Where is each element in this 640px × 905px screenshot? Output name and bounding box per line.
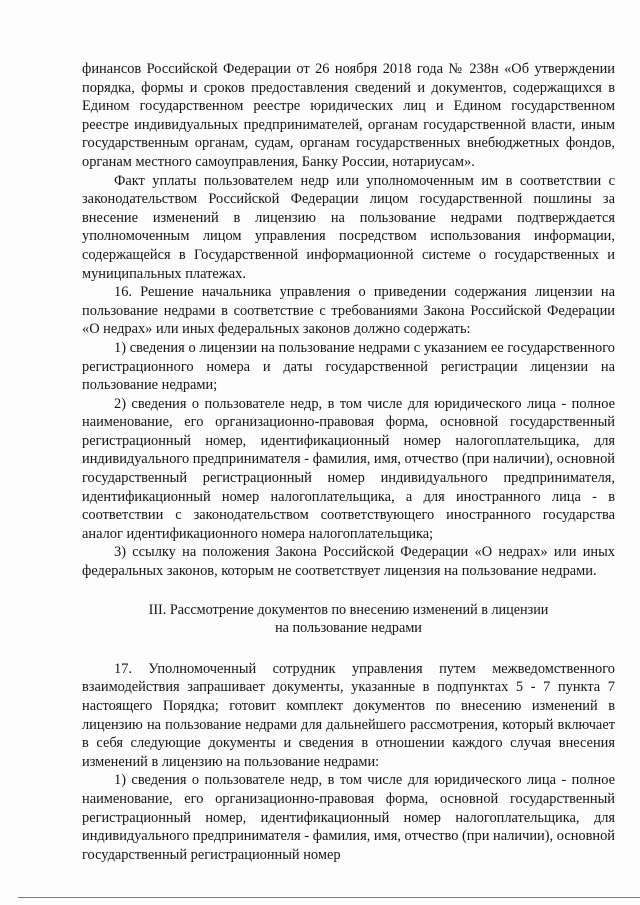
section-heading-line-2: на пользование недрами <box>275 620 422 637</box>
section-heading-line-1: III. Рассмотрение документов по внесению изменений в лицензии <box>148 601 549 618</box>
paragraph-16-item-2: 2) сведения о пользователе недр, в том числе для юридического лица - полное наименование, его организационно-правовая форма, основной государственный регистрационный номер, идентификационный номер налогоплательщика, для индивидуального предпринимателя - фамилия, имя, отчество (при наличии), основной государственный регистрационный номер индивидуального предпринимателя, идентификационный номер налогоплательщика, а для иностранного лица - в соответствии с законодательством соответствующего иностранного государства аналог идентификационного номера налогоплательщика; <box>82 395 615 542</box>
paragraph-continuation: финансов Российской Федерации от 26 ноября 2018 года № 238н «Об утверждении порядка, формы и сроков предоставления сведений и документов, содержащихся в Едином государственном реестре юридических лиц и Едином государственном реестре индивидуальных предпринимателей, органам государственной власти, иным государственным органам, судам, органам государственных внебюджетных фондов, органам местного самоуправления, Банку России, нотариусам». <box>82 61 615 170</box>
paragraph-16: 16. Решение начальника управления о приведении содержания лицензии на пользование недрами в соответствие с требованиями Закона Российской Федерации «О недрах» или иных федеральных законов должно содержать: <box>82 284 615 338</box>
document-body <box>82 60 615 864</box>
paragraph-17-item-1: 1) сведения о пользователе недр, в том числе для юридического лица - полное наименование, его организационно-правовая форма, основной государственный регистрационный номер, идентификационный номер налогоплательщика, для индивидуального предпринимателя - фамилия, имя, отчество (при наличии), основной государственный регистрационный номер <box>82 772 615 863</box>
paragraph-state-fee: Факт уплаты пользователем недр или уполномоченным им в соответствии с законодательством Российской Федерации лицом государственной пошлины за внесение изменений в лицензию на пользование недрами подтверждается уполномоченным лицом управления посредством использования информации, содержащейся в Государственной информационной системе о государственных и муниципальных платежах. <box>82 172 615 282</box>
section-heading <box>82 601 615 638</box>
page-bottom-edge-line <box>18 897 640 898</box>
paragraph-16-item-3: 3) ссылку на положения Закона Российской Федерации «О недрах» или иных федеральных законов, которым не соответствует лицензия на пользование недрами. <box>82 544 615 580</box>
paragraph-16-item-1: 1) сведения о лицензии на пользование недрами с указанием ее государственного регистрационного номера и даты государственной регистрации лицензии на пользование недрами; <box>82 339 615 394</box>
paragraph-17: 17. Уполномоченный сотрудник управления путем межведомственного взаимодействия запрашивает документы, указанные в подпунктах 5 - 7 пункта 7 настоящего Порядка; готовит комплект документов по внесению изменений в лицензию на пользование недрами для дальнейшего рассмотрения, который включает в себя следующие документы и сведения в отношении каждого случая внесения изменений в лицензию на пользование недрами: <box>82 660 615 770</box>
